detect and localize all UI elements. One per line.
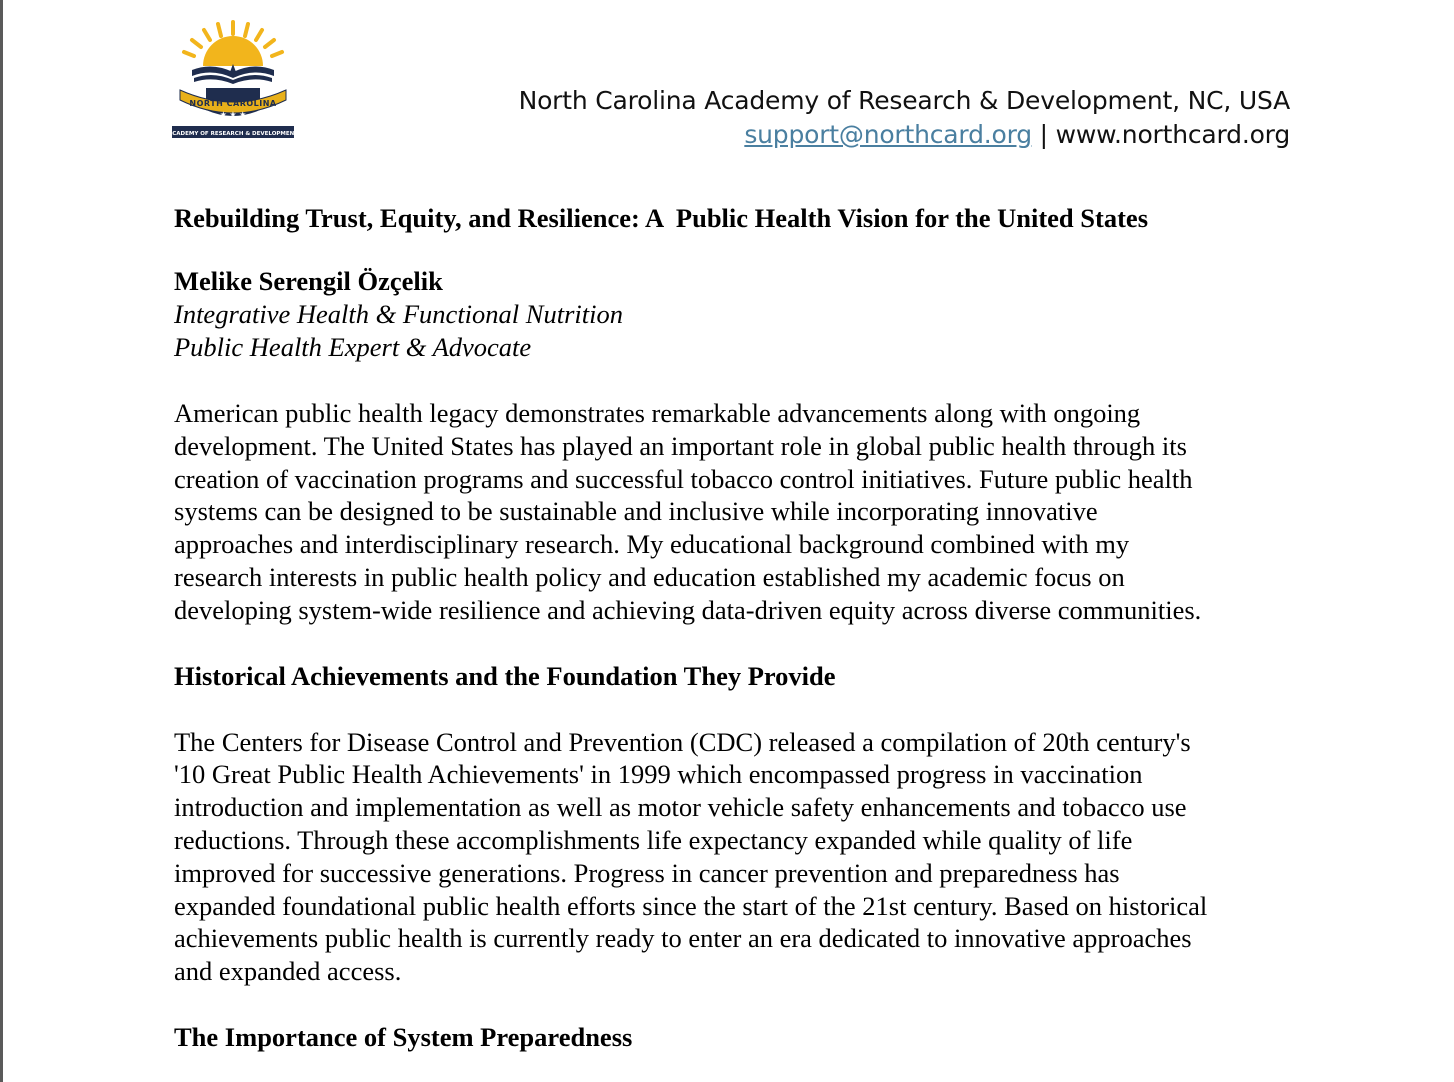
paragraph-line: developing system-wide resilience and achieving data-driven equity across diverse communities. [174, 594, 1202, 625]
paragraph-line: systems can be designed to be sustainable and inclusive while incorporating innovative [174, 496, 1098, 527]
paragraph-line: and expanded access. [174, 956, 402, 987]
paragraph-line: reductions. Through these accomplishments life expectancy expanded while quality of life [174, 824, 1133, 855]
support-email-link[interactable]: support@northcard.org [744, 120, 1032, 149]
article-body [174, 198, 1304, 1054]
svg-text:★ ★ ★: ★ ★ ★ [219, 110, 247, 119]
paragraph-line: American public health legacy demonstrates remarkable advancements along with ongoing [174, 398, 1141, 428]
author-role: Integrative Health & Functional Nutrition [174, 299, 623, 329]
organization-name: North Carolina Academy of Research & Development, NC, USA [518, 86, 1290, 115]
svg-text:NORTH CAROLINA: NORTH CAROLINA [189, 99, 277, 108]
section-heading: The Importance of System Preparedness [174, 1021, 633, 1052]
article-title: Rebuilding Trust, Equity, and Resilience: A Public Health Vision for the United States [174, 203, 1149, 233]
paragraph-line: achievements public health is currently ready to enter an era dedicated to innovative approaches [174, 923, 1192, 954]
paragraph-line: The Centers for Disease Control and Prevention (CDC) released a compilation of 20th century's [174, 726, 1191, 757]
website-link[interactable]: www.northcard.org [1055, 120, 1290, 149]
organization-header [519, 84, 1290, 152]
paragraph-line: approaches and interdisciplinary research. My educational background combined with my [174, 529, 1130, 560]
paragraph-line: creation of vaccination programs and successful tobacco control initiatives. Future public health [174, 463, 1193, 494]
intro-paragraph [174, 397, 1304, 627]
author-name: Melike Serengil Özçelik [174, 266, 443, 296]
contact-separator: | [1031, 120, 1056, 149]
paragraph-line: improved for successive generations. Progress in cancer prevention and preparedness has [174, 857, 1120, 888]
paragraph-line: introduction and implementation as well as motor vehicle safety enhancements and tobacco use [174, 792, 1187, 823]
author-role: Public Health Expert & Advocate [174, 332, 532, 362]
paragraph-line: '10 Great Public Health Achievements' in 1999 which encompassed progress in vaccination [174, 759, 1143, 790]
historical-achievements-paragraph [174, 726, 1304, 988]
paragraph-line: development. The United States has played an important role in global public health through its [174, 430, 1187, 461]
contact-line [519, 118, 1290, 152]
paragraph-line: research interests in public health policy and education established my academic focus on [174, 561, 1125, 592]
paragraph-line: expanded foundational public health efforts since the start of the 21st century. Based on historical [174, 890, 1208, 921]
section-heading: Historical Achievements and the Foundation They Provide [174, 660, 836, 691]
svg-text:ACADEMY OF RESEARCH & DEVELOPM: ACADEMY OF RESEARCH & DEVELOPMENT [172, 131, 294, 137]
north-carolina-academy-logo [172, 18, 294, 142]
